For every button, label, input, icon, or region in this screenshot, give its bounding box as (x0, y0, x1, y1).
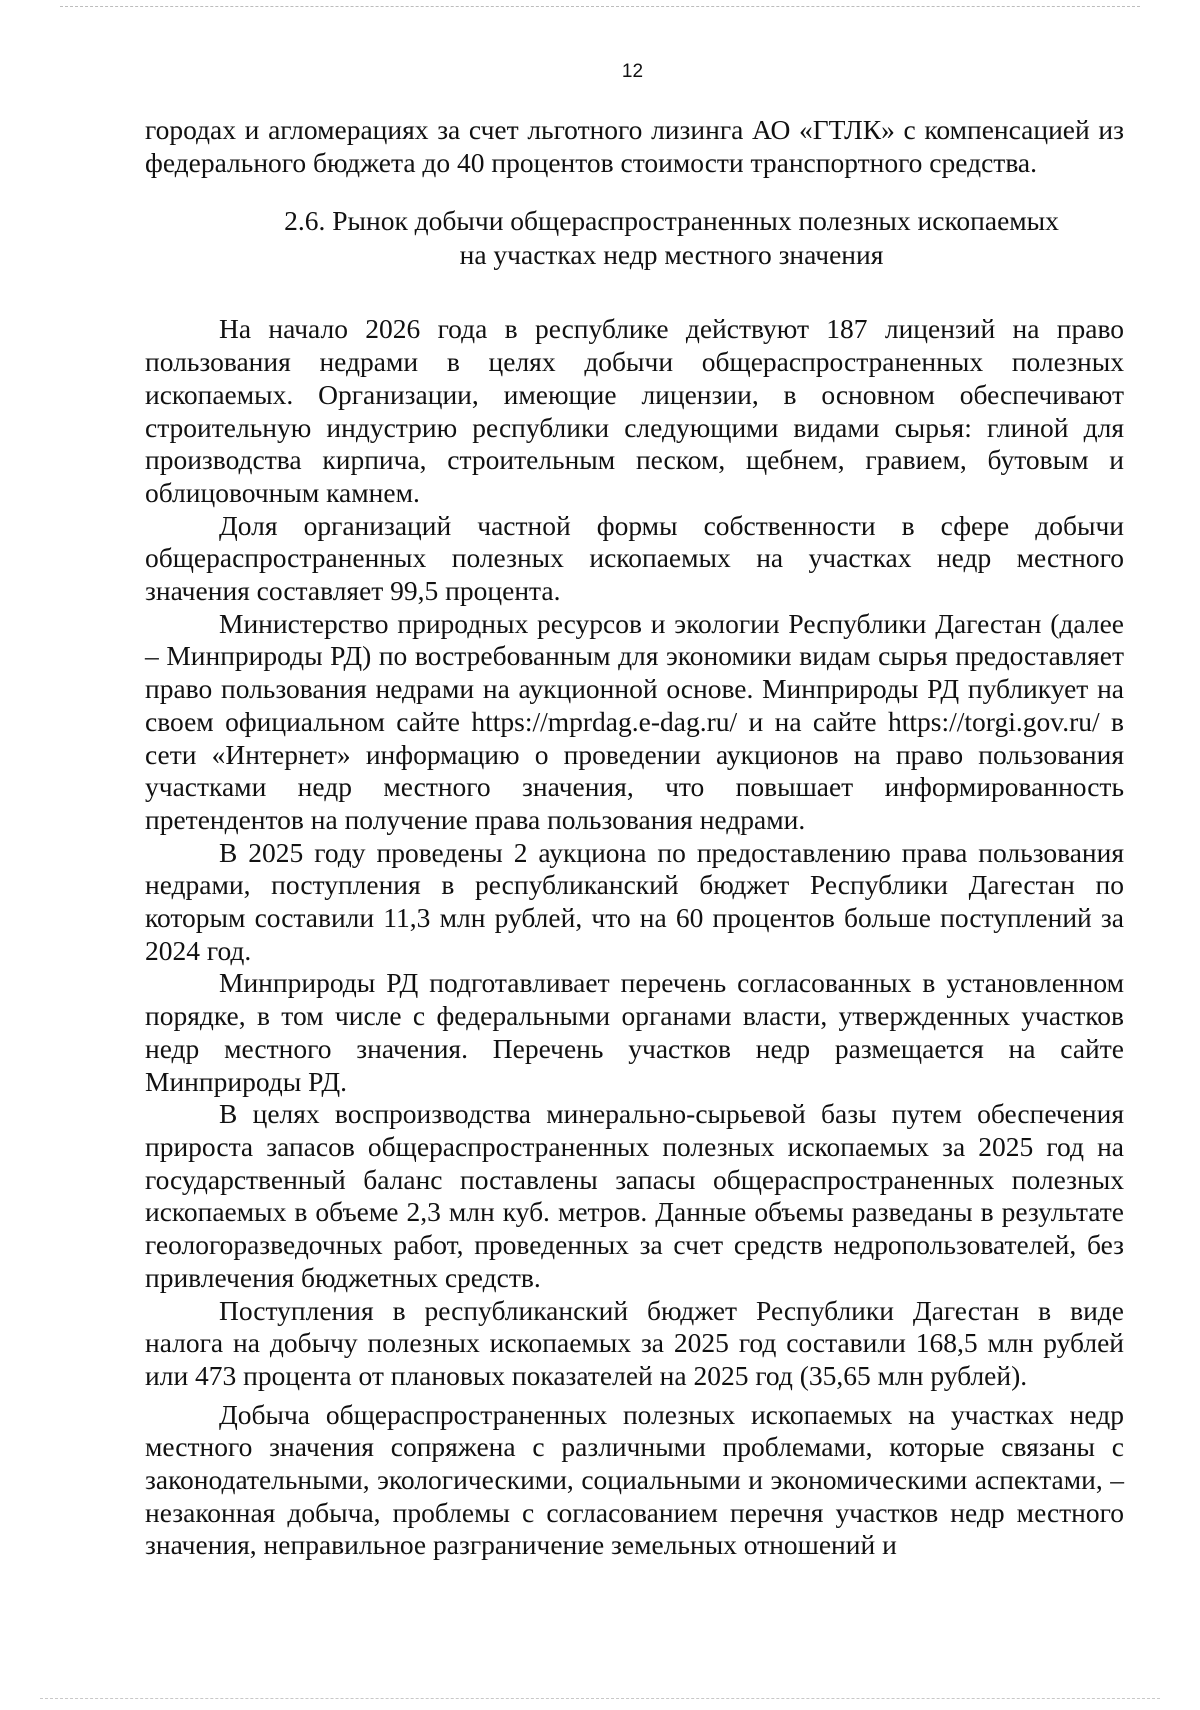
paragraph-auctions: В 2025 году проведены 2 аукциона по предоставлению права пользования недрами, поступления в республиканский бюджет Республики Дагестан по которым составили 11,3 млн рублей, что на 60 процентов больше поступлений за 2024 год. (145, 836, 1124, 966)
section-title-line-2: на участках недр местного значения (459, 239, 884, 271)
document-body (145, 114, 1124, 1562)
paragraph-ministry: Министерство природных ресурсов и экологии Республики Дагестан (далее – Минприроды РД) по востребованным для экономики видам сырья предоставляет право пользования недрами на аукционной основе. Минприроды РД публикует на своем официальном сайте https://mprdag.e-dag.ru/ и на сайте https://torgi.gov.ru/ в сети «Интернет» информацию о проведении аукционов на право пользования участками недр местного значения, что повышает информированность претендентов на получение права пользования недрами. (145, 607, 1124, 835)
paragraph-tax-revenue: Поступления в республиканский бюджет Республики Дагестан в виде налога на добычу полезных ископаемых за 2025 год составили 168,5 млн рублей или 473 процента от плановых показателей на 2025 год (35,65 млн рублей). (145, 1294, 1124, 1391)
paragraph-reserves: В целях воспроизводства минерально-сырьевой базы путем обеспечения прироста запасов общераспространенных полезных ископаемых за 2025 год на государственный баланс поставлены запасы общераспространенных полезных ископаемых в объеме 2,3 млн куб. метров. Данные объемы разведаны в результате геологоразведочных работ, проведенных за счет средств недропользователей, без привлечения бюджетных средств. (145, 1098, 1124, 1293)
section-title-line-1: 2.6. Рынок добычи общераспространенных полезных ископаемых (284, 205, 1059, 237)
bottom-scan-edge (40, 1698, 1160, 1699)
paragraph-licenses: На начало 2026 года в республике действуют 187 лицензий на право пользования недрами в целях добычи общераспространенных полезных ископаемых. Организации, имеющие лицензии, в основном обеспечивают строительную индустрию республики следующими видами сырья: глиной для производства кирпича, строительным песком, щебнем, гравием, бутовым и облицовочным камнем. (145, 313, 1124, 508)
section-heading (145, 204, 1124, 272)
paragraph-problems: Добыча общераспространенных полезных ископаемых на участках недр местного значения сопряжена с различными проблемами, которые связаны с законодательными, экологическими, социальными и экономическими аспектами, – незаконная добыча, проблемы с согласованием перечня участков недр местного значения, неправильное разграничение земельных отношений и (145, 1398, 1124, 1561)
paragraph-site-list: Минприроды РД подготавливает перечень согласованных в установленном порядке, в том числе с федеральными органами власти, утвержденных участков недр местного значения. Перечень участков недр размещается на сайте Минприроды РД. (145, 967, 1124, 1097)
top-scan-edge (60, 6, 1140, 7)
intro-paragraph: городах и агломерациях за счет льготного лизинга АО «ГТЛК» с компенсацией из федерального бюджета до 40 процентов стоимости транспортного средства. (145, 114, 1124, 178)
paragraph-private-share: Доля организаций частной формы собственности в сфере добычи общераспространенных полезных ископаемых на участках недр местного значения составляет 99,5 процента. (145, 509, 1124, 607)
page-number: 12 (621, 61, 644, 82)
